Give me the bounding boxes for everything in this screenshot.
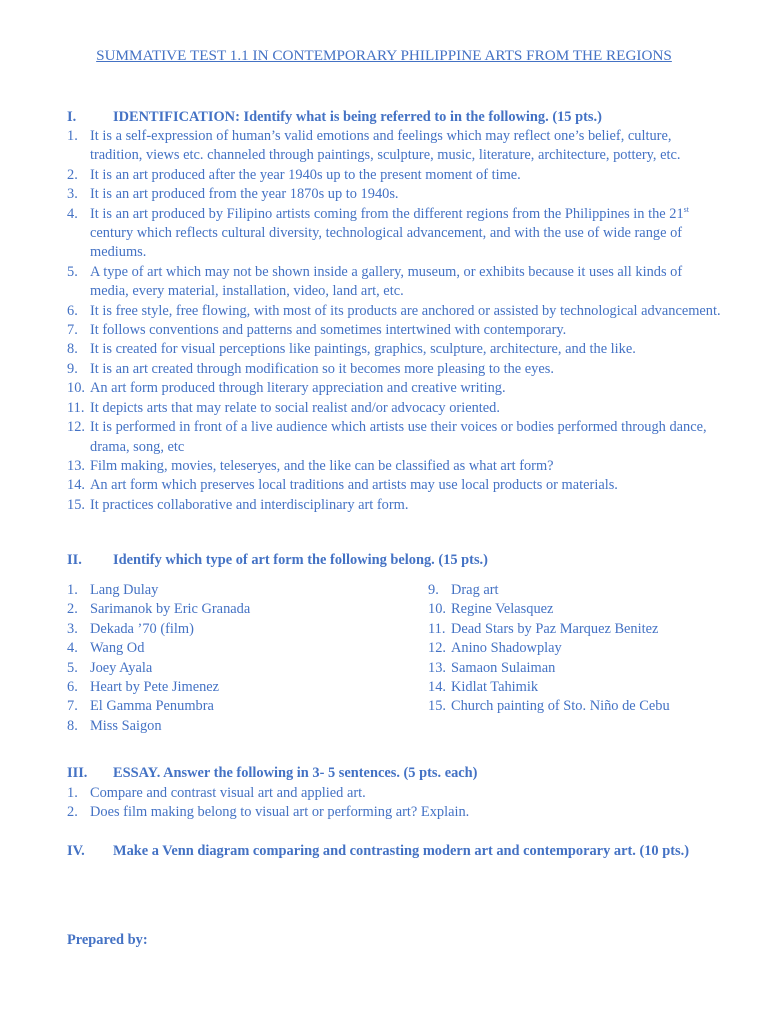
- list-item: [428, 600, 748, 619]
- item-text: Kidlat Tahimik: [451, 679, 539, 696]
- item-number: 2.: [67, 166, 78, 183]
- art-form-list-right: [428, 581, 748, 717]
- list-item: [67, 360, 723, 379]
- list-item: [428, 659, 748, 678]
- item-text: Drag art: [451, 582, 499, 598]
- item-text: It is an art produced after the year 1940s up to the present moment of time.: [90, 166, 521, 183]
- list-item: [67, 784, 723, 803]
- list-item: [67, 717, 397, 736]
- item-number: 1.: [67, 582, 78, 598]
- item-text: Sarimanok by Eric Granada: [90, 601, 251, 618]
- item-number: 15.: [67, 496, 85, 513]
- item-text: It is an art produced by Filipino artists coming from the different regions from the Philippines in the 21: [90, 205, 684, 222]
- section-3-title: ESSAY. Answer the following in 3- 5 sentences. (5 pts. each): [113, 765, 478, 781]
- section-1-title: IDENTIFICATION: Identify what is being referred to in the following. (15 pts.): [113, 109, 602, 125]
- item-number: 4.: [67, 205, 78, 222]
- item-number: 15.: [428, 698, 446, 715]
- item-text: Lang Dulay: [90, 582, 159, 598]
- list-item: [67, 476, 723, 495]
- item-text: It is an art produced from the year 1870s up to 1940s.: [90, 186, 399, 203]
- item-text: It is a self-expression of human’s valid emotions and feelings which may reflect one’s belief, culture, tradition, views etc. channeled through paintings, sculpture, music, literature, architecture, pottery, etc.: [90, 128, 681, 164]
- list-item: [67, 496, 723, 515]
- item-number: 14.: [67, 477, 85, 494]
- art-form-list-left: [67, 581, 397, 736]
- item-text: El Gamma Penumbra: [90, 698, 214, 715]
- identification-list: [67, 127, 723, 515]
- section-4-title: Make a Venn diagram comparing and contrasting modern art and contemporary art. (10 pts.): [113, 843, 690, 859]
- list-item: [67, 659, 397, 678]
- section-2-heading: [67, 551, 488, 570]
- item-number: 9.: [67, 360, 78, 377]
- list-item: [67, 185, 723, 204]
- item-number: 4.: [67, 640, 78, 657]
- item-text: It is free style, free flowing, with most of its products are anchored or assisted by technological advancement.: [90, 302, 721, 319]
- item-text: It follows conventions and patterns and sometimes intertwined with contemporary.: [90, 322, 567, 339]
- item-text: Regine Velasquez: [451, 601, 554, 618]
- item-text: It depicts arts that may relate to social realist and/or advocacy oriented.: [90, 399, 500, 416]
- list-item: [67, 639, 397, 658]
- item-number: 10.: [67, 380, 85, 397]
- list-item: [67, 263, 723, 302]
- list-item: [428, 620, 748, 639]
- list-item: [67, 457, 723, 476]
- item-number: 2.: [67, 601, 78, 618]
- item-number: 10.: [428, 601, 446, 618]
- item-number: 3.: [67, 620, 78, 637]
- item-number: 8.: [67, 341, 78, 358]
- item-text: Miss Saigon: [90, 717, 162, 734]
- item-text-continued: century which reflects cultural diversity, technological advancement, and with the use of wide range of mediums.: [90, 225, 683, 261]
- item-number: 12.: [67, 419, 85, 436]
- ordinal-suffix: st: [683, 204, 689, 214]
- item-text: It is performed in front of a live audience which artists use their voices or bodies performed through dance, drama, song, etc: [90, 419, 707, 455]
- test-title: SUMMATIVE TEST 1.1 IN CONTEMPORARY PHILIPPINE ARTS FROM THE REGIONS: [96, 47, 672, 64]
- list-item: [67, 620, 397, 639]
- item-number: 9.: [428, 582, 439, 598]
- section-3-heading: [67, 764, 477, 783]
- list-item: [67, 678, 397, 697]
- item-number: 1.: [67, 785, 78, 801]
- item-number: 7.: [67, 322, 78, 339]
- section-2-numeral: II.: [67, 552, 82, 568]
- item-number: 1.: [67, 128, 78, 144]
- item-text: It is an art created through modification so it becomes more pleasing to the eyes.: [90, 360, 554, 377]
- section-4-numeral: IV.: [67, 843, 85, 859]
- item-text: Joey Ayala: [90, 659, 153, 676]
- list-item: [67, 127, 723, 166]
- item-number: 12.: [428, 640, 446, 657]
- item-number: 6.: [67, 679, 78, 696]
- item-text: Heart by Pete Jimenez: [90, 679, 220, 696]
- item-number: 3.: [67, 186, 78, 203]
- item-text: A type of art which may not be shown inside a gallery, museum, or exhibits because it uses all kinds of media, every material, installation, video, land art, etc.: [90, 263, 683, 300]
- list-item: [67, 302, 723, 321]
- item-number: 7.: [67, 698, 78, 715]
- list-item: [67, 418, 723, 457]
- item-text: It is created for visual perceptions like paintings, graphics, sculpture, architecture, and the like.: [90, 341, 636, 358]
- list-item: [67, 166, 723, 185]
- section-4-heading: [67, 842, 689, 861]
- essay-list: [67, 784, 723, 823]
- section-3-numeral: III.: [67, 765, 88, 781]
- list-item: [428, 697, 748, 716]
- item-text: An art form which preserves local traditions and artists may use local products or materials.: [90, 477, 618, 494]
- item-text: Wang Od: [90, 640, 145, 657]
- list-item: [67, 803, 723, 822]
- item-number: 13.: [428, 659, 446, 676]
- list-item: [67, 600, 397, 619]
- item-text: Dekada ’70 (film): [90, 620, 194, 637]
- item-text: Samaon Sulaiman: [451, 659, 556, 676]
- list-item: [428, 581, 748, 600]
- section-2-title: Identify which type of art form the following belong. (15 pts.): [113, 552, 488, 568]
- list-item: [67, 205, 723, 263]
- list-item: [67, 697, 397, 716]
- list-item: [428, 678, 748, 697]
- item-text: Anino Shadowplay: [451, 640, 562, 657]
- section-1-heading: [67, 108, 602, 127]
- item-number: 11.: [428, 620, 446, 637]
- item-number: 14.: [428, 679, 446, 696]
- item-number: 11.: [67, 399, 85, 416]
- prepared-by-label: Prepared by:: [67, 932, 148, 948]
- item-text: An art form produced through literary appreciation and creative writing.: [90, 380, 506, 397]
- list-item: [67, 581, 397, 600]
- item-number: 8.: [67, 717, 78, 734]
- list-item: [67, 399, 723, 418]
- item-number: 2.: [67, 804, 78, 821]
- item-number: 13.: [67, 457, 85, 474]
- item-text: Compare and contrast visual art and applied art.: [90, 785, 366, 801]
- item-number: 5.: [67, 263, 78, 280]
- list-item: [67, 321, 723, 340]
- list-item: [428, 639, 748, 658]
- item-text: Dead Stars by Paz Marquez Benitez: [451, 620, 659, 637]
- item-text: Film making, movies, teleseryes, and the like can be classified as what art form?: [90, 457, 554, 474]
- item-number: 5.: [67, 659, 78, 676]
- list-item: [67, 379, 723, 398]
- item-number: 6.: [67, 302, 78, 319]
- item-text: Does film making belong to visual art or performing art? Explain.: [90, 804, 470, 821]
- list-item: [67, 340, 723, 359]
- section-1-numeral: I.: [67, 109, 77, 125]
- item-text: It practices collaborative and interdisciplinary art form.: [90, 496, 409, 513]
- item-text: Church painting of Sto. Niño de Cebu: [451, 698, 670, 715]
